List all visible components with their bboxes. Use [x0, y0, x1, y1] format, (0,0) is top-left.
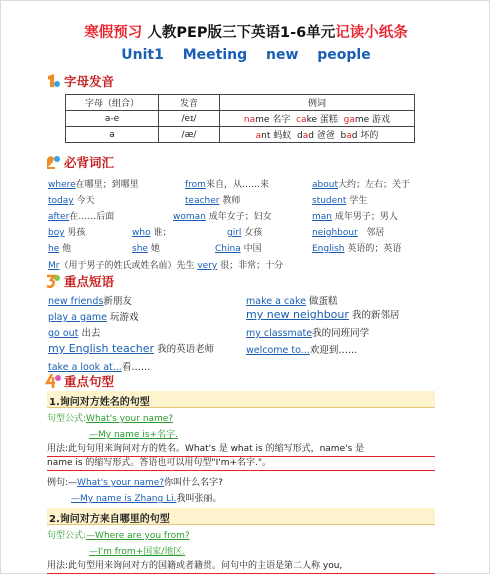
- vocab-zh: 英语的；英语: [347, 244, 402, 254]
- table-cell: [220, 111, 415, 127]
- vocab-item: [312, 225, 384, 238]
- vocab-zh: 大约；左右；关于: [337, 180, 410, 190]
- underline: [47, 456, 435, 457]
- formula-question: What's your name?: [86, 414, 174, 424]
- unit-subtitle: Unit1 Meeting new people: [121, 47, 371, 63]
- phrase-zh: 做蛋糕: [309, 296, 338, 307]
- vocab-en: woman: [173, 212, 206, 222]
- highlight: ca: [296, 115, 307, 125]
- section-phrases-title: 重点短语: [64, 274, 115, 289]
- table-row: [66, 127, 415, 143]
- vocab-en: very: [197, 261, 218, 271]
- phrase-zh: 出去: [81, 328, 101, 339]
- pattern-1-formula: [47, 411, 173, 424]
- word-rest: d: [308, 131, 314, 141]
- section-patterns: [45, 372, 114, 390]
- vocab-item: [185, 193, 240, 206]
- pattern-1-formula-answer: [89, 427, 178, 440]
- phrase-zh: 我的同班同学: [312, 328, 370, 339]
- vocab-zh: 教师: [222, 196, 241, 206]
- vocab-zh: 在哪里；到哪里: [75, 180, 139, 190]
- vocab-zh: 中国: [243, 244, 262, 254]
- vocab-en: after: [48, 212, 70, 222]
- highlight: na: [243, 115, 256, 125]
- vocab-item: [48, 177, 139, 190]
- vocab-zh: 男孩: [67, 228, 86, 238]
- vocab-en: China: [215, 244, 241, 254]
- vocab-en: today: [48, 196, 74, 206]
- formula-label: 句型公式:: [47, 531, 87, 541]
- example-answer: —My name is Zhang Li.: [71, 494, 177, 504]
- vocab-zh: 成年男子；男人: [334, 212, 398, 222]
- vocab-item: [132, 241, 160, 254]
- table-cell: a-e: [66, 111, 159, 127]
- title-part3: 记读小纸条: [335, 25, 408, 41]
- word-zh: 蛋糕: [319, 115, 338, 125]
- phrase-item: [48, 309, 138, 323]
- pattern-2-formula-answer: [89, 544, 185, 557]
- underline: [47, 470, 435, 471]
- phrase-zh: 欢迎到……: [309, 345, 358, 356]
- vocab-en: neighbour: [312, 228, 358, 238]
- vocab-en: about: [312, 180, 338, 190]
- pattern-1-example-a: [71, 491, 221, 504]
- vocab-item: [48, 209, 114, 222]
- phrase-en: welcome to...: [246, 345, 310, 356]
- phrase-zh: 玩游戏: [109, 312, 139, 323]
- pattern-1-example-q: [47, 475, 223, 488]
- table-cell: [220, 127, 415, 143]
- phrase-item: [48, 341, 214, 355]
- word-rest: me: [255, 115, 270, 125]
- section-vocab-title: 必背词汇: [64, 155, 115, 170]
- vocab-item: [215, 241, 262, 254]
- usage-line: 用法:此句句用来询问对方的姓名。What's 是 what is 的缩写形式，name's 是: [47, 444, 365, 454]
- word-zh: 坏的: [360, 131, 379, 141]
- table-cell: /æ/: [159, 127, 220, 143]
- title-part2: 人教PEP版三下英语1-6单元: [147, 25, 336, 41]
- letters-table: [65, 94, 415, 143]
- vocab-zh: 在……后面: [69, 212, 115, 222]
- vocab-zh: 女孩: [244, 228, 263, 238]
- vocab-zh: 今天: [76, 196, 95, 206]
- usage-line: 用法:此句型用来询问对方的国籍或者籍贯。问句中的主语是第二人称 you,: [47, 561, 343, 571]
- phrase-en: new friends: [48, 296, 104, 307]
- vocab-zh: 成年女子；妇女: [208, 212, 272, 222]
- vocab-zh: 来自，从……来: [205, 180, 269, 190]
- example-question-zh: 你叫什么名字?: [164, 478, 223, 488]
- vocab-en: student: [312, 196, 347, 206]
- section-phrases: [45, 272, 114, 290]
- highlight: a: [302, 131, 309, 141]
- section-patterns-title: 重点句型: [64, 374, 115, 389]
- formula-question: —Where are you from?: [86, 531, 190, 541]
- phrase-item: [48, 325, 100, 339]
- vocab-en: who: [132, 228, 151, 238]
- table-row: [66, 111, 415, 127]
- vocab-item: [227, 225, 262, 238]
- formula-answer: —My name is+名字.: [89, 430, 178, 440]
- vocab-en: from: [185, 180, 206, 190]
- pattern-2-formula: [47, 528, 190, 541]
- highlight: a: [346, 131, 352, 141]
- vocab-en: she: [132, 244, 148, 254]
- word-start: b: [340, 131, 347, 141]
- table-header: 字母（组合）: [66, 95, 159, 111]
- vocab-zh: 他: [62, 244, 72, 254]
- example-question: What's your name?: [77, 478, 165, 488]
- phrase-en: my classmate: [246, 328, 313, 339]
- phrase-en: make a cake: [246, 296, 306, 307]
- pattern-1-heading: 1.询问对方姓名的句型: [49, 397, 150, 408]
- phrase-en: take a look at...: [48, 362, 122, 373]
- word-rest: nt: [261, 131, 271, 141]
- table-cell: a: [66, 127, 159, 143]
- word-zh: 名字: [272, 115, 291, 125]
- word-zh: 蚂蚁: [273, 131, 292, 141]
- vocab-item: [48, 193, 94, 206]
- vocab-zh: 谁；: [153, 228, 172, 238]
- phrase-zh: 新朋友: [103, 296, 132, 307]
- vocab-zh: 很；非常；十分: [220, 261, 284, 271]
- vocab-item: [48, 258, 283, 271]
- example-answer-zh: 我叫张丽。: [176, 494, 222, 504]
- vocab-item: [185, 177, 269, 190]
- vocab-en: girl: [227, 228, 242, 238]
- phrase-en: my English teacher: [48, 342, 155, 355]
- vocab-zh: 学生: [349, 196, 368, 206]
- pattern-2-heading-bar: [47, 508, 435, 525]
- vocab-zh: （用于男子的姓氏或姓名前）先生: [59, 261, 195, 271]
- vocab-item: [173, 209, 272, 222]
- phrase-item: [246, 307, 399, 321]
- vocab-en: teacher: [185, 196, 220, 206]
- table-header: 发音: [159, 95, 220, 111]
- phrase-zh: 我的新邻居: [351, 310, 400, 321]
- phrase-item: [246, 325, 369, 339]
- vocab-zh: 邻居: [366, 228, 385, 238]
- number-2-icon: [45, 154, 61, 170]
- phrase-en: go out: [48, 328, 79, 339]
- highlight: ga: [343, 115, 355, 125]
- vocab-en: he: [48, 244, 60, 254]
- table-header: 例词: [220, 95, 415, 111]
- highlight: a: [255, 131, 262, 141]
- vocab-en: English: [312, 244, 345, 254]
- vocab-item: [132, 225, 171, 238]
- page-title: [1, 21, 490, 42]
- phrase-zh: 看……: [121, 362, 151, 373]
- pattern-2-heading: 2.询问对方来自哪里的句型: [49, 514, 170, 525]
- phrase-en: play a game: [48, 312, 107, 323]
- example-label: 例句:—: [47, 478, 78, 488]
- vocab-item: [312, 209, 398, 222]
- vocab-en: Mr: [48, 261, 60, 271]
- pattern-2-usage: [47, 559, 439, 573]
- section-vocab: [45, 153, 114, 171]
- vocab-item: [312, 177, 410, 190]
- word-rest: ke: [306, 115, 317, 125]
- pattern-1-heading-bar: [47, 391, 435, 408]
- number-3-icon: [45, 273, 61, 289]
- table-header-row: [66, 95, 415, 111]
- formula-answer: —I'm from+国家/地区.: [89, 547, 186, 557]
- formula-label: 句型公式:: [47, 414, 87, 424]
- vocab-zh: 她: [150, 244, 160, 254]
- phrase-zh: 我的英语老师: [157, 344, 215, 355]
- usage-line: name is 的缩写形式。答语也可以用句型"I'm+名字."。: [47, 458, 272, 468]
- table-cell: /eɪ/: [159, 111, 220, 127]
- phrase-item: [246, 342, 357, 356]
- title-part1: 寒假预习: [84, 25, 143, 41]
- word-zh: 爸爸: [316, 131, 335, 141]
- word-rest: d: [351, 131, 358, 141]
- number-1-icon: [45, 73, 61, 89]
- vocab-item: [312, 193, 367, 206]
- phrase-item: [48, 359, 150, 373]
- phrase-item: [48, 293, 132, 307]
- phrase-en: my new neighbour: [246, 308, 349, 321]
- word-start: d: [296, 131, 303, 141]
- section-letters: [45, 72, 114, 90]
- number-4-icon: [45, 373, 61, 389]
- vocab-en: man: [312, 212, 332, 222]
- vocab-en: where: [48, 180, 76, 190]
- vocab-item: [48, 241, 71, 254]
- phrase-item: [246, 293, 338, 307]
- vocab-item: [312, 241, 401, 254]
- word-rest: me: [354, 115, 370, 125]
- vocab-item: [48, 225, 85, 238]
- vocab-en: boy: [48, 228, 65, 238]
- word-zh: 游戏: [372, 115, 391, 125]
- section-letters-title: 字母发音: [64, 74, 115, 89]
